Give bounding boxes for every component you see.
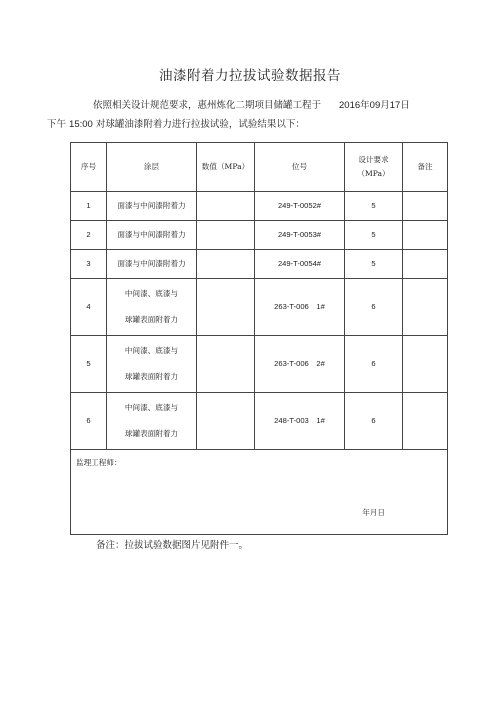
supervisor-cell [71, 450, 448, 535]
table-row [71, 221, 448, 250]
cell-remark [403, 336, 448, 393]
cell-coating-line1: 中间漆、底漆与 [124, 289, 179, 298]
cell-coating-line2: 球罐表面附着力 [124, 372, 179, 381]
attachment-note: 备注：拉拔试验数据图片见附件一。 [96, 540, 249, 551]
cell-value [197, 250, 255, 279]
cell-position: 248-T-003 1# [255, 393, 345, 450]
header-value: 数值（MPa） [197, 143, 255, 192]
intro-day-char: 日 [400, 100, 410, 111]
cell-remark [403, 250, 448, 279]
header-design-requirement [345, 143, 403, 192]
table-row [71, 279, 448, 336]
cell-remark [403, 393, 448, 450]
intro-year: 2016 [339, 100, 361, 111]
intro-time: 15:00 [69, 119, 93, 130]
cell-coating-line2: 球罐表面附着力 [124, 315, 179, 324]
cell-coating: 面漆与中间漆附着力 [107, 221, 197, 250]
cell-coating [107, 336, 197, 393]
cell-requirement: 6 [345, 336, 403, 393]
cell-coating-line2: 球罐表面附着力 [124, 429, 179, 438]
intro-paragraph [47, 96, 445, 134]
cell-seq: 4 [71, 279, 107, 336]
cell-coating: 面漆与中间漆附着力 [107, 250, 197, 279]
cell-requirement: 5 [345, 221, 403, 250]
header-design-req-line1: 设计要求 [358, 155, 389, 164]
table-row [71, 250, 448, 279]
supervisor-row [71, 450, 448, 535]
cell-seq: 3 [71, 250, 107, 279]
cell-coating-line1: 中间漆、底漆与 [124, 346, 179, 355]
signature-date-label: 年月日 [362, 508, 385, 517]
cell-position: 249-T-0052# [255, 192, 345, 221]
intro-line2-rest: 对球罐油漆附着力进行拉拔试验，试验结果以下： [95, 119, 305, 130]
table-row [71, 336, 448, 393]
table-row [71, 192, 448, 221]
cell-coating [107, 279, 197, 336]
cell-value [197, 279, 255, 336]
cell-requirement: 6 [345, 393, 403, 450]
cell-remark [403, 279, 448, 336]
cell-value [197, 221, 255, 250]
intro-lead: 依照相关设计规范要求，惠州炼化二期项目储罐工程于 [93, 100, 322, 111]
table-row [71, 393, 448, 450]
cell-position: 263-T-006 1# [255, 279, 345, 336]
header-seq: 序号 [71, 143, 107, 192]
cell-seq: 2 [71, 221, 107, 250]
intro-line2-prefix: 下午 [47, 119, 67, 130]
intro-day: 17 [389, 100, 401, 111]
cell-requirement: 6 [345, 279, 403, 336]
cell-requirement: 5 [345, 250, 403, 279]
cell-coating: 面漆与中间漆附着力 [107, 192, 197, 221]
cell-value [197, 393, 255, 450]
cell-coating [107, 393, 197, 450]
table-header-row [71, 143, 448, 192]
cell-requirement: 5 [345, 192, 403, 221]
supervisor-label: 监理工程师： [76, 458, 122, 467]
cell-seq: 1 [71, 192, 107, 221]
cell-value [197, 336, 255, 393]
document-title: 油漆附着力拉拔试验数据报告 [159, 68, 341, 84]
cell-remark [403, 192, 448, 221]
cell-position: 263-T-006 2# [255, 336, 345, 393]
cell-value [197, 192, 255, 221]
results-table [70, 142, 448, 535]
header-coating: 涂层 [107, 143, 197, 192]
cell-coating-line1: 中间漆、底漆与 [124, 403, 179, 412]
cell-position: 249-T-0054# [255, 250, 345, 279]
intro-year-char: 年 [360, 100, 370, 111]
header-design-req-line2: （MPa） [357, 169, 390, 178]
cell-position: 249-T-0053# [255, 221, 345, 250]
intro-month: 09 [369, 100, 381, 111]
cell-seq: 5 [71, 336, 107, 393]
cell-remark [403, 221, 448, 250]
header-remark: 备注 [403, 143, 448, 192]
cell-seq: 6 [71, 393, 107, 450]
intro-month-char: 月 [380, 100, 390, 111]
header-position: 位号 [255, 143, 345, 192]
